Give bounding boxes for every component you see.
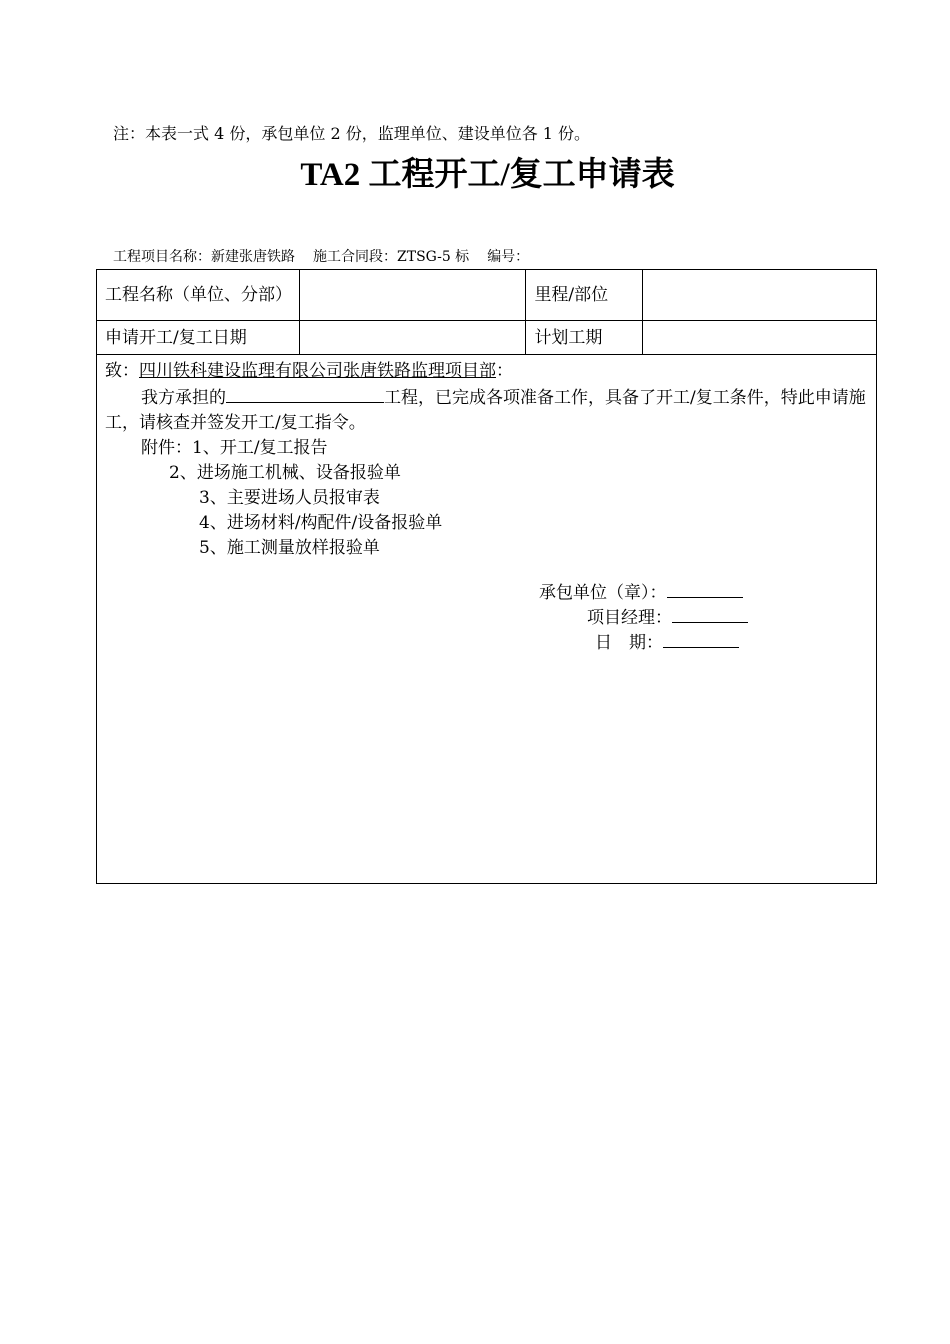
planned-duration-label: 计划工期 — [526, 321, 643, 355]
mileage-label: 里程/部位 — [526, 270, 643, 321]
attachment-line-2: 2、进场施工机械、设备报验单 — [169, 463, 401, 483]
contract-section: 施工合同段：ZTSG-5 标 — [313, 249, 470, 265]
planned-duration-field[interactable] — [643, 321, 877, 355]
manager-blank[interactable] — [672, 604, 748, 623]
manager-signature: 项目经理： — [587, 604, 748, 631]
application-table — [96, 269, 877, 884]
project-name-label: 工程名称（单位、分部） — [97, 270, 300, 321]
date-signature: 日 期： — [595, 629, 739, 656]
project-meta — [113, 246, 547, 266]
recipient-line: 致：四川铁科建设监理有限公司张唐铁路监理项目部： — [105, 361, 513, 381]
attachment-line-3: 3、主要进场人员报审表 — [199, 488, 380, 508]
project-name-field[interactable] — [299, 270, 526, 321]
contractor-signature: 承包单位（章）： — [539, 579, 743, 606]
start-date-label: 申请开工/复工日期 — [97, 321, 300, 355]
date-blank[interactable] — [663, 629, 739, 648]
letter-body — [97, 355, 877, 884]
page-title: TA2 工程开工/复工申请表 — [300, 157, 675, 193]
mileage-field[interactable] — [643, 270, 877, 321]
project-blank[interactable] — [226, 384, 384, 403]
start-date-field[interactable] — [299, 321, 526, 355]
contractor-blank[interactable] — [667, 579, 743, 598]
attachment-line-5: 5、施工测量放样报验单 — [199, 538, 380, 558]
form-note: 注：本表一式 4 份，承包单位 2 份，监理单位、建设单位各 1 份。 — [113, 124, 591, 143]
letter-paragraph: 我方承担的 工程，已完成各项准备工作，具备了开工/复工条件，特此申请施工，请核查并签发开工/复工指令。 — [105, 384, 868, 436]
attachment-line-1: 附件：1、开工/复工报告 — [141, 438, 328, 458]
form-number-label: 编号： — [487, 249, 530, 265]
project-name: 工程项目名称：新建张唐铁路 — [113, 249, 295, 265]
attachment-line-4: 4、进场材料/构配件/设备报验单 — [199, 513, 443, 533]
recipient-name: 四川铁科建设监理有限公司张唐铁路监理项目部 — [139, 361, 496, 381]
